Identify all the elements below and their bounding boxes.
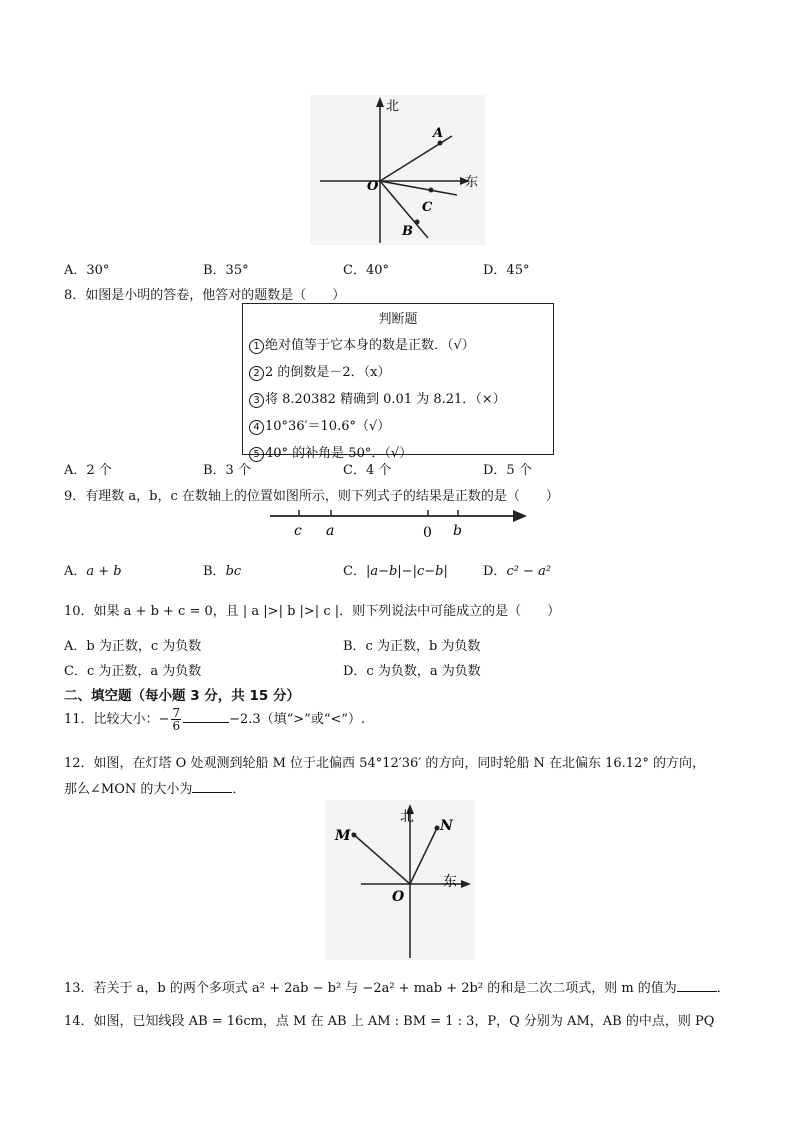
figure-q7-compass — [310, 95, 485, 245]
axis-label-b: b — [453, 523, 462, 539]
q9-stem: 9．有理数 a，b，c 在数轴上的位置如图所示，则下列式子的结果是正数的是（ ） — [64, 489, 559, 504]
origin-label: O — [367, 179, 379, 194]
q8-stem: 8．如图是小明的答卷，他答对的题数是（ ） — [64, 288, 346, 303]
answer-sheet-title: 判断题 — [378, 312, 418, 327]
point-n-label: N — [440, 818, 453, 834]
number-line-figure — [265, 503, 530, 543]
q11: 11．比较大小：− $\frac{7}{6}$ −2.3（填“>”或“<”）. — [64, 706, 366, 733]
east-label: 东 — [465, 175, 479, 190]
q7-option-a: A．30° — [64, 263, 110, 278]
q8-option-a: A．2 个 — [64, 463, 112, 478]
north-label: 北 — [400, 809, 414, 825]
q9-option-b: B．bc — [203, 564, 242, 579]
axis-label-a: a — [326, 523, 335, 539]
q10-stem: 10．如果 a + b + c = 0，且 | a |>| b |>| c |．则下列说法中可能成立的是（ ） — [64, 604, 561, 619]
answer-item-3: 3 将 8.20382 精确到 0.01 为 8.21．（×） — [249, 388, 553, 408]
north-label: 北 — [386, 99, 400, 114]
q10-option-a: A．b 为正数，c 为负数 — [64, 639, 202, 654]
q12-answer-blank[interactable] — [192, 792, 232, 793]
answer-item-1: 1 绝对值等于它本身的数是正数．（√） — [249, 334, 553, 354]
q8-option-b: B．3 个 — [203, 463, 251, 478]
point-b-label: B — [402, 224, 413, 239]
q11-answer-blank[interactable] — [183, 722, 229, 723]
q13: 13．若关于 a，b 的两个多项式 a² + 2ab − b² 与 −2a² + mab + 2b² 的和是二次二项式，则 m 的值为 ． — [64, 981, 730, 996]
origin-label: O — [392, 889, 405, 905]
q9-option-d: D．c² − a² — [483, 564, 552, 579]
q8-option-c: C．4 个 — [343, 463, 392, 478]
answer-item-5: 5 40° 的补角是 50°．（√） — [249, 442, 553, 462]
q14: 14．如图，已知线段 AB = 16cm，点 M 在 AB 上 AM : BM = 1 : 3，P，Q 分别为 AM，AB 的中点，则 PQ — [64, 1014, 715, 1029]
fraction-seven-sixths: $\frac{7}{6}$ — [172, 706, 181, 733]
q9-option-c: C．|a−b|−|c−b| — [343, 564, 448, 579]
figure-q12-compass — [325, 800, 475, 960]
east-label: 东 — [443, 874, 457, 890]
point-m-label: M — [335, 828, 351, 844]
answer-item-2: 2 2 的倒数是－2．（x） — [249, 361, 553, 381]
q12-line2: 那么∠MON 的大小为 ． — [64, 782, 246, 797]
answer-item-4: 4 10°36′＝10.6°（√） — [249, 415, 553, 435]
axis-label-c: c — [294, 523, 302, 539]
q10-option-c: C．c 为正数，a 为负数 — [64, 664, 202, 679]
q7-option-b: B．35° — [203, 263, 249, 278]
section-heading: 二、填空题（每小题 3 分，共 15 分） — [64, 688, 300, 704]
q13-answer-blank[interactable] — [677, 991, 717, 992]
point-a-label: A — [433, 126, 444, 141]
q8-option-d: D．5 个 — [483, 463, 532, 478]
q9-option-a: A．a + b — [64, 564, 122, 579]
q10-option-b: B．c 为正数，b 为负数 — [343, 639, 481, 654]
q7-option-d: D．45° — [483, 263, 530, 278]
point-c-label: C — [422, 200, 433, 215]
q8-answer-sheet — [242, 303, 554, 461]
axis-label-zero: 0 — [423, 525, 432, 541]
q10-option-d: D．c 为负数，a 为负数 — [343, 664, 481, 679]
q12-line1: 12．如图，在灯塔 O 处观测到轮船 M 位于北偏西 54°12′36′ 的方向，同时轮船 N 在北偏东 16.12° 的方向， — [64, 756, 705, 771]
q7-option-c: C．40° — [343, 263, 389, 278]
